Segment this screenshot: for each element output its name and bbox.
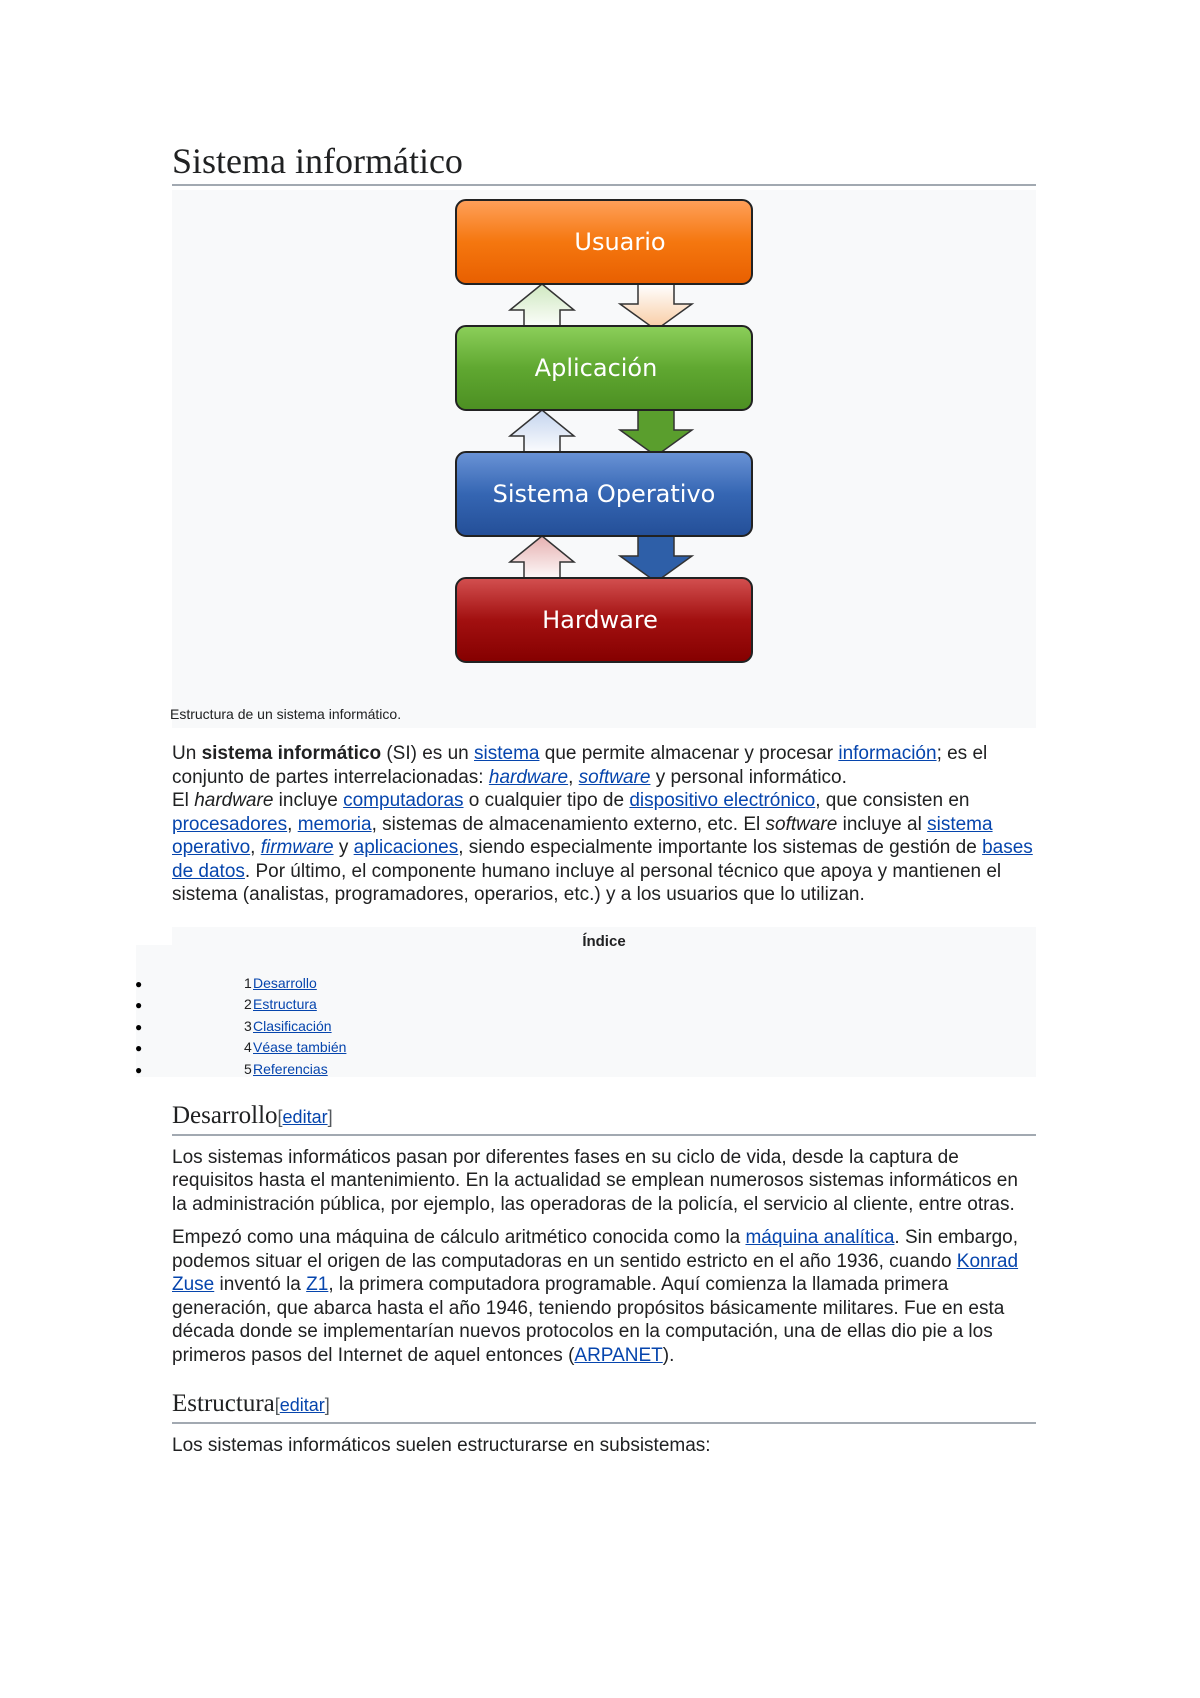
term-bold: sistema informático <box>201 743 382 764</box>
link-z1[interactable]: Z1 <box>306 1274 329 1295</box>
toc-link-clasificacion[interactable]: Clasificación <box>253 1017 332 1034</box>
layer-label-aplicacion: Aplicación <box>534 354 658 382</box>
intro-paragraph-1: Un sistema informático (SI) es un sistema que permite almacenar y procesar información; es el conjunto de partes interrelacionadas: hardware, software y personal informático. <box>172 743 988 788</box>
arrow-up-icon <box>510 536 574 582</box>
edit-link[interactable]: editar <box>282 1106 328 1127</box>
link-software[interactable]: software <box>578 766 651 788</box>
paragraph: Los sistemas informáticos suelen estructurarse en subsistemas: <box>172 1435 711 1456</box>
bullet-icon: ● <box>135 1062 143 1077</box>
bullet-icon: ● <box>135 998 143 1012</box>
link-computadoras[interactable]: computadoras <box>343 790 464 811</box>
link-dispositivo-electronico[interactable]: dispositivo electrónico <box>629 790 816 811</box>
link-sistema[interactable]: sistema <box>474 743 540 764</box>
section-heading: Estructura[editar] <box>172 1389 1036 1424</box>
page-title: Sistema informático <box>172 140 1036 186</box>
layer-label-usuario: Usuario <box>574 228 666 256</box>
link-aplicaciones[interactable]: aplicaciones <box>353 837 459 858</box>
figure-caption: Estructura de un sistema informático. <box>170 706 402 722</box>
toc-link-vease-tambien[interactable]: Véase también <box>253 1039 347 1055</box>
intro-paragraph-2: El hardware incluye computadoras o cualquier tipo de dispositivo electrónico, que consisten en procesadores, memoria, sistemas de almacenamiento externo, etc. El software incluye al sistema operativo, firmware y aplicaciones, siendo especialmente importante los sistemas de gestión de bases de datos. Por último, el componente humano incluye al personal técnico que apoya y mantienen el sistema (analistas, programadores, operarios, etc.) y a los usuarios que lo utilizan. <box>172 790 1033 905</box>
paragraph: Empezó como una máquina de cálculo aritmético conocida como la máquina analítica. Sin embargo, podemos situar el origen de las computadoras en un sentido estricto en el año 1936, cuando Konrad Zuse inventó la Z1, la primera computadora programable. Aquí comienza la llamada primera generación, que abarca hasta el año 1946, teniendo propósitos básicamente militares. Fue en esta década donde se implementarían nuevos protocolos en la computación, una de ellas dio pie a los primeros pasos del Internet de aquel entonces (ARPANET). <box>172 1227 1019 1366</box>
article <box>135 140 1036 1458</box>
layer-label-sistema-operativo: Sistema Operativo <box>492 480 716 508</box>
bullet-icon: ● <box>135 1019 143 1034</box>
section-heading: Desarrollo[editar] <box>172 1101 1036 1136</box>
toc-link-estructura[interactable]: Estructura <box>253 996 317 1012</box>
system-layers-diagram <box>452 198 756 698</box>
table-of-contents: Índice ● 1 Desarrollo ● 2 Estructura ● 3 Clasificación ● 4 Véase también ● 5 Referencias <box>172 927 1036 1077</box>
link-bases-de-datos[interactable]: bases de datos <box>172 837 1033 882</box>
link-procesadores[interactable]: procesadores <box>172 813 288 835</box>
link-maquina-analitica[interactable]: máquina analítica <box>745 1227 895 1248</box>
link-informacion[interactable]: información <box>838 743 937 764</box>
figure <box>172 190 1036 728</box>
layer-label-hardware: Hardware <box>542 606 658 634</box>
link-memoria[interactable]: memoria <box>297 813 372 835</box>
link-konrad-zuse[interactable]: Konrad Zuse <box>172 1250 1019 1295</box>
edit-link[interactable]: editar <box>279 1395 325 1415</box>
arrow-down-icon <box>620 536 692 582</box>
link-arpanet[interactable]: ARPANET <box>574 1344 663 1366</box>
bullet-icon: ● <box>135 976 143 991</box>
toc-title: Índice <box>582 932 626 950</box>
toc-link-desarrollo[interactable]: Desarrollo <box>253 974 317 991</box>
link-sistema-operativo[interactable]: sistema operativo <box>172 813 993 858</box>
toc-link-referencias[interactable]: Referencias <box>253 1060 328 1077</box>
intro <box>172 742 1036 907</box>
arrow-down-icon <box>620 284 692 330</box>
link-firmware[interactable]: firmware <box>260 837 334 858</box>
arrow-up-icon <box>510 410 574 456</box>
section-estructura <box>172 1389 1036 1458</box>
link-hardware[interactable]: hardware <box>488 766 569 788</box>
bullet-icon: ● <box>135 1041 143 1055</box>
section-desarrollo <box>172 1101 1036 1368</box>
arrow-down-icon <box>620 410 692 456</box>
arrow-up-icon <box>510 284 574 330</box>
paragraph: Los sistemas informáticos pasan por diferentes fases en su ciclo de vida, desde la captura de requisitos hasta el mantenimiento. En la actualidad se emplean numerosos sistemas informáticos en la administración pública, por ejemplo, las operadoras de la policía, el servicio al cliente, entre otras. <box>172 1146 1018 1215</box>
